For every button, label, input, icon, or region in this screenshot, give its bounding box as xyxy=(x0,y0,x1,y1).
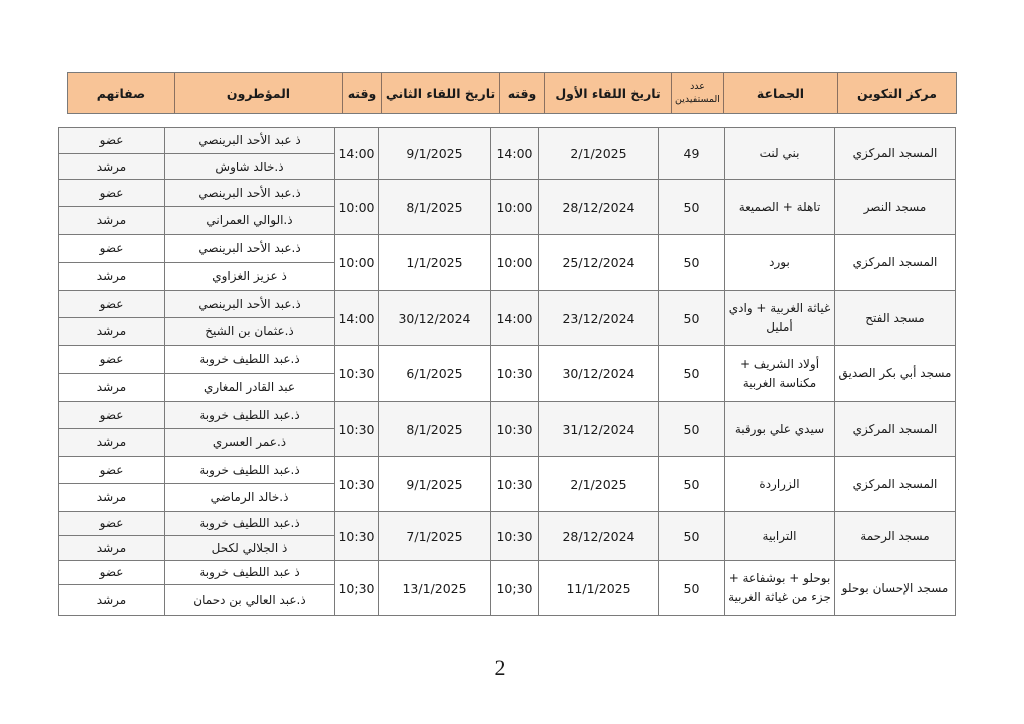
center-name: مسجد الرحمة xyxy=(834,512,955,560)
table-header xyxy=(67,72,957,114)
beneficiary-count: 50 xyxy=(658,235,724,290)
trainer-1: ذ.عبد اللطيف خروبة xyxy=(165,457,334,484)
first-date: 25/12/2024 xyxy=(538,235,658,290)
table-row xyxy=(59,291,955,346)
beneficiary-count: 49 xyxy=(658,128,724,179)
second-time: 10:00 xyxy=(334,235,378,290)
second-date: 13/1/2025 xyxy=(378,561,490,615)
role-member: عضو xyxy=(59,457,164,484)
group-name: سيدي علي بورقبة xyxy=(724,402,834,456)
first-date: 2/1/2025 xyxy=(538,457,658,511)
role-guide: مرشد xyxy=(96,490,127,504)
trainer-1: ذ.عبد الأحد البرينصي xyxy=(165,180,334,207)
beneficiary-count: 50 xyxy=(658,180,724,234)
table-row xyxy=(59,512,955,561)
second-time: 10;30 xyxy=(334,561,378,615)
trainers-cell xyxy=(164,402,334,456)
header-roles: صفاتهم xyxy=(96,85,146,101)
roles-cell xyxy=(59,180,164,234)
group-name: غياثة الغربية + وادي أمليل xyxy=(724,291,834,345)
trainer-2: ذ الجلالي لكحل xyxy=(211,540,288,555)
roles-cell xyxy=(59,235,164,290)
header-trainers: المؤطرون xyxy=(174,73,342,113)
trainer-1: ذ عبد الأحد البرينصي xyxy=(165,128,334,154)
center-name: مسجد أبي بكر الصديق xyxy=(834,346,955,401)
second-time: 14:00 xyxy=(334,291,378,345)
table-row xyxy=(59,402,955,457)
header-beneficiaries-line1: عدد xyxy=(690,81,705,92)
first-time: 10:30 xyxy=(490,402,538,456)
trainer-2: ذ.عثمان بن الشيخ xyxy=(205,324,294,338)
role-member: عضو xyxy=(59,346,164,374)
role-guide: مرشد xyxy=(96,269,127,283)
center-name: المسجد المركزي xyxy=(834,128,955,179)
header-second-date: تاريخ اللقاء الثاني xyxy=(381,73,499,113)
trainer-2: ذ.عمر العسري xyxy=(212,435,287,449)
group-name: بورد xyxy=(724,235,834,290)
group-name: بوحلو + بوشفاعة + جزء من غياثة الغربية xyxy=(724,561,834,615)
role-guide: مرشد xyxy=(96,592,127,607)
first-date: 28/12/2024 xyxy=(538,512,658,560)
role-guide: مرشد xyxy=(96,380,127,394)
role-guide: مرشد xyxy=(96,540,127,555)
first-time: 10;30 xyxy=(490,561,538,615)
table-row xyxy=(59,235,955,291)
roles-cell xyxy=(59,128,164,179)
trainer-2: ذ.عبد العالي بن دحمان xyxy=(193,592,306,607)
role-member: عضو xyxy=(59,561,164,585)
first-date: 23/12/2024 xyxy=(538,291,658,345)
role-guide: مرشد xyxy=(96,435,127,449)
group-name: أولاد الشريف + مكناسة الغربية xyxy=(724,346,834,401)
header-beneficiaries xyxy=(671,73,723,113)
roles-cell xyxy=(59,291,164,345)
trainer-2: ذ.خالد الرماضي xyxy=(210,490,289,504)
role-member: عضو xyxy=(59,128,164,154)
second-date: 30/12/2024 xyxy=(378,291,490,345)
role-guide: مرشد xyxy=(96,324,127,338)
table-row xyxy=(59,128,955,180)
header-beneficiaries-line2: المستفيدين xyxy=(675,94,720,105)
trainers-cell xyxy=(164,235,334,290)
role-member: عضو xyxy=(59,402,164,429)
second-time: 14:00 xyxy=(334,128,378,179)
trainer-2: ذ عزيز الغزاوي xyxy=(212,269,287,283)
trainers-cell xyxy=(164,180,334,234)
role-guide: مرشد xyxy=(96,159,127,174)
header-first-date: تاريخ اللقاء الأول xyxy=(544,73,671,113)
center-name: المسجد المركزي xyxy=(834,402,955,456)
second-time: 10:30 xyxy=(334,346,378,401)
role-guide: مرشد xyxy=(96,213,127,227)
trainer-1: ذ.عبد اللطيف خروبة xyxy=(165,346,334,374)
second-date: 9/1/2025 xyxy=(378,457,490,511)
trainer-2: ذ.خالد شاوش xyxy=(215,159,284,174)
roles-cell xyxy=(59,512,164,560)
center-name: مسجد الفتح xyxy=(834,291,955,345)
trainer-1: ذ.عبد اللطيف خروبة xyxy=(165,512,334,536)
first-time: 10:00 xyxy=(490,235,538,290)
trainer-2: عبد القادر المغاري xyxy=(203,380,296,394)
first-date: 2/1/2025 xyxy=(538,128,658,179)
beneficiary-count: 50 xyxy=(658,346,724,401)
second-date: 8/1/2025 xyxy=(378,402,490,456)
roles-cell xyxy=(59,457,164,511)
trainer-2: ذ.الوالي العمراني xyxy=(206,213,293,227)
trainers-cell xyxy=(164,457,334,511)
header-first-time: وقته xyxy=(499,73,544,113)
second-time: 10:30 xyxy=(334,457,378,511)
roles-cell xyxy=(59,346,164,401)
beneficiary-count: 50 xyxy=(658,291,724,345)
trainer-1: ذ عبد اللطيف خروبة xyxy=(165,561,334,585)
first-date: 28/12/2024 xyxy=(538,180,658,234)
second-date: 6/1/2025 xyxy=(378,346,490,401)
table-row xyxy=(59,346,955,402)
second-date: 9/1/2025 xyxy=(378,128,490,179)
group-name: الترابية xyxy=(724,512,834,560)
first-time: 10:30 xyxy=(490,346,538,401)
beneficiary-count: 50 xyxy=(658,402,724,456)
center-name: المسجد المركزي xyxy=(834,457,955,511)
trainers-cell xyxy=(164,561,334,615)
beneficiary-count: 50 xyxy=(658,561,724,615)
schedule-table xyxy=(58,127,956,616)
first-time: 14:00 xyxy=(490,291,538,345)
trainers-cell xyxy=(164,346,334,401)
role-member: عضو xyxy=(59,235,164,263)
trainers-cell xyxy=(164,291,334,345)
first-time: 14:00 xyxy=(490,128,538,179)
center-name: المسجد المركزي xyxy=(834,235,955,290)
trainers-cell xyxy=(164,128,334,179)
second-time: 10:30 xyxy=(334,512,378,560)
role-member: عضو xyxy=(59,291,164,318)
roles-cell xyxy=(59,402,164,456)
first-time: 10:30 xyxy=(490,512,538,560)
trainer-1: ذ.عبد الأحد البرينصي xyxy=(165,291,334,318)
center-name: مسجد الإحسان بوحلو xyxy=(834,561,955,615)
role-member: عضو xyxy=(59,512,164,536)
second-date: 1/1/2025 xyxy=(378,235,490,290)
table-row xyxy=(59,180,955,235)
trainers-cell xyxy=(164,512,334,560)
second-time: 10:00 xyxy=(334,180,378,234)
role-member: عضو xyxy=(59,180,164,207)
header-second-time: وقته xyxy=(342,73,381,113)
beneficiary-count: 50 xyxy=(658,512,724,560)
first-date: 31/12/2024 xyxy=(538,402,658,456)
first-time: 10:00 xyxy=(490,180,538,234)
first-time: 10:30 xyxy=(490,457,538,511)
trainer-1: ذ.عبد الأحد البرينصي xyxy=(165,235,334,263)
header-center: مركز التكوين xyxy=(837,73,956,113)
header-group: الجماعة xyxy=(723,73,837,113)
beneficiary-count: 50 xyxy=(658,457,724,511)
first-date: 30/12/2024 xyxy=(538,346,658,401)
first-date: 11/1/2025 xyxy=(538,561,658,615)
roles-cell xyxy=(59,561,164,615)
second-time: 10:30 xyxy=(334,402,378,456)
second-date: 8/1/2025 xyxy=(378,180,490,234)
table-row xyxy=(59,457,955,512)
center-name: مسجد النصر xyxy=(834,180,955,234)
page-number: 2 xyxy=(494,655,506,680)
second-date: 7/1/2025 xyxy=(378,512,490,560)
trainer-1: ذ.عبد اللطيف خروبة xyxy=(165,402,334,429)
group-name: تاهلة + الصميعة xyxy=(724,180,834,234)
group-name: الزراردة xyxy=(724,457,834,511)
group-name: بني لنت xyxy=(724,128,834,179)
table-row xyxy=(59,561,955,615)
